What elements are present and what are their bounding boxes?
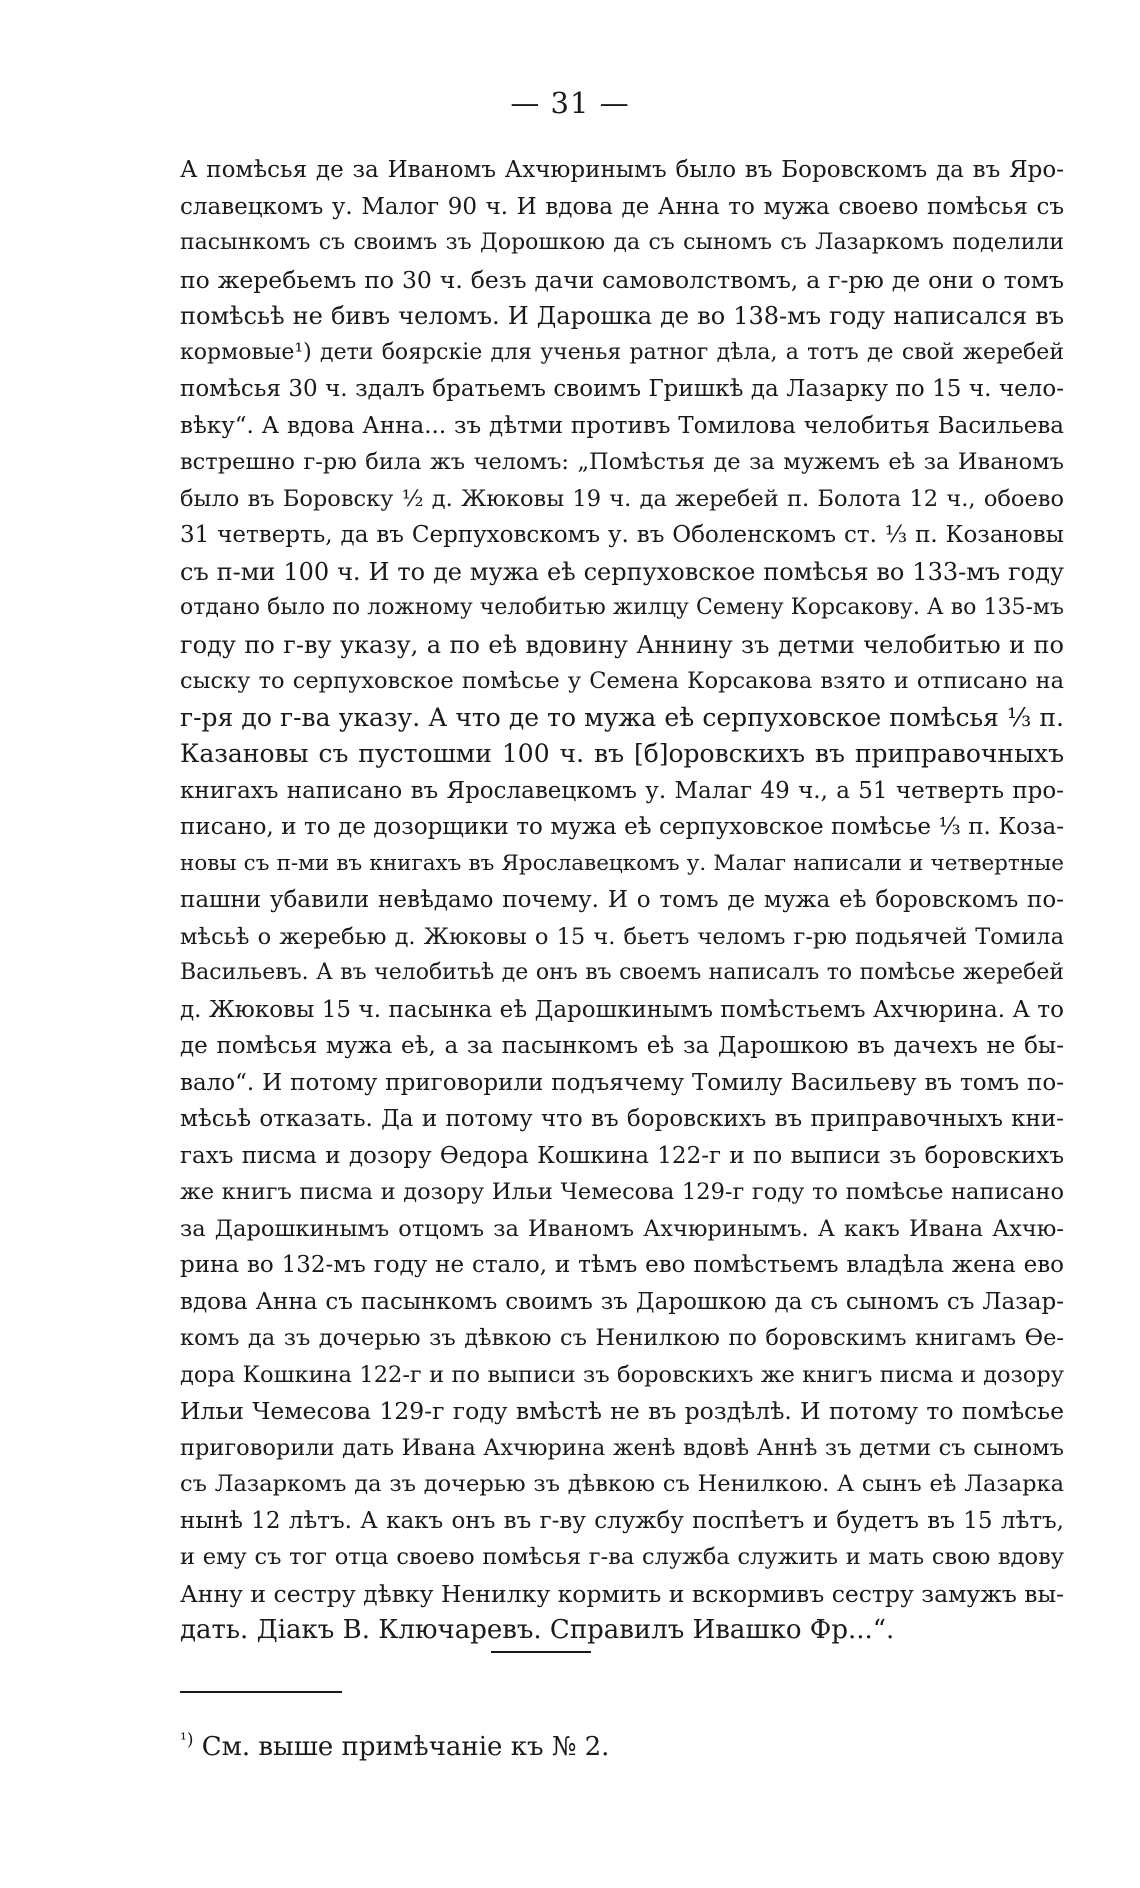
text-line: де помѣсья мужа еѣ, а за пасынкомъ еѣ за Дарошкою въ дачехъ не бы- xyxy=(180,1033,1064,1059)
text-line: встрешно г-рю била жъ челомъ: „Помѣстья де за мужемъ еѣ за Иваномъ xyxy=(180,449,1064,475)
text-line: Васильевъ. А въ челобитьѣ де онъ въ своемъ написалъ то помѣсье жеребей xyxy=(180,960,1064,985)
text-line: помѣсья 30 ч. здалъ братьемъ своимъ Гришкѣ да Лазарку по 15 ч. чело- xyxy=(180,376,1064,402)
text-line: за Дарошкинымъ отцомъ за Иваномъ Ахчюринымъ. А какъ Ивана Ахчю- xyxy=(180,1215,1064,1242)
text-line: и ему съ тог отца своево помѣсья г-ва служба служить и мать свою вдову xyxy=(180,1544,1064,1570)
text-line: Казановы съ пустошми 100 ч. въ [б]оровскихъ въ приправочныхъ xyxy=(180,739,1064,768)
text-line: славецкомъ у. Малог 90 ч. И вдова де Анна то мужа своево помѣсья съ xyxy=(180,193,1064,220)
text-line: приговорили дать Ивана Ахчюрина женѣ вдовѣ Аннѣ зъ детми съ сыномъ xyxy=(180,1434,1064,1461)
text-line: гахъ писма и дозору Ѳедора Кошкина 122-г и по выписи зъ боровскихъ xyxy=(180,1142,1064,1169)
page-number: — 31 — xyxy=(510,86,630,120)
body-text xyxy=(180,152,1064,1649)
text-line: помѣсьѣ не бивъ челомъ. И Дарошка де во 138-мъ году написался въ xyxy=(180,302,1064,330)
text-line: нынѣ 12 лѣтъ. А какъ онъ въ г-ву службу поспѣетъ и будетъ въ 15 лѣтъ, xyxy=(180,1507,1064,1534)
text-line: кормовые¹) дети боярскіе для ученья ратног дѣла, а тотъ де свой жеребей xyxy=(180,339,1064,365)
text-line: вѣку“. А вдова Анна... зъ дѣтми противъ Томилова челобитья Васильева xyxy=(180,412,1064,439)
text-line: же книгъ писма и дозору Ильи Чемесова 129-г году то помѣсье написано xyxy=(180,1179,1064,1205)
text-line: по жеребьемъ по 30 ч. безъ дачи самоволствомъ, а г-рю де они о томъ xyxy=(180,265,1064,294)
footnote-text: См. выше примѣчаніе къ № 2. xyxy=(201,1732,610,1762)
text-line: году по г-ву указу, а по еѣ вдовину Аннину зъ детми челобитью и по xyxy=(180,630,1064,659)
text-line: съ п-ми 100 ч. И то де мужа еѣ серпуховское помѣсья во 133-мъ году xyxy=(180,557,1064,586)
text-line: съ Лазаркомъ да зъ дочерью зъ дѣвкою съ Ненилкою. А сынъ еѣ Лазарка xyxy=(180,1471,1064,1497)
text-line: А помѣсья де за Иваномъ Ахчюринымъ было въ Боровскомъ да въ Яро- xyxy=(180,157,1064,183)
text-line: дора Кошкина 122-г и по выписи зъ боровскихъ же книгъ писма и дозору xyxy=(180,1361,1064,1388)
text-line: Ильи Чемесова 129-г году вмѣстѣ не въ роздѣлѣ. И потому то помѣсье xyxy=(180,1397,1064,1425)
text-line: г-ря до г-ва указу. А что де то мужа еѣ серпуховское помѣсья ⅓ п. xyxy=(180,702,1064,732)
section-divider xyxy=(491,1651,591,1653)
text-line: книгахъ написано въ Ярославецкомъ у. Малаг 49 ч., а 51 четверть про- xyxy=(180,777,1064,804)
footnote-divider xyxy=(180,1691,342,1693)
text-line: сыску то серпуховское помѣсье у Семена Корсакова взято и отписано на xyxy=(180,668,1064,694)
text-line: Анну и сестру дѣвку Ненилку кормить и вскормивъ сестру замужъ вы- xyxy=(180,1579,1064,1608)
text-line: было въ Боровску ½ д. Жюковы 19 ч. да жеребей п. Болота 12 ч., обоево xyxy=(180,485,1064,512)
text-line: рина во 132-мъ году не стало, и тѣмъ ево помѣстьемъ владѣла жена ево xyxy=(180,1252,1064,1278)
text-line: новы съ п-ми въ книгахъ въ Ярославецкомъ у. Малаг написали и четвертные xyxy=(180,850,1064,876)
text-line: вдова Анна съ пасынкомъ своимъ зъ Дарошкою да съ сыномъ съ Лазар- xyxy=(180,1288,1064,1315)
text-line: мѣсьѣ отказать. Да и потому что въ боровскихъ въ приправочныхъ кни- xyxy=(180,1106,1064,1132)
text-line: 31 четверть, да въ Серпуховскомъ у. въ Оболенскомъ ст. ⅓ п. Козановы xyxy=(180,522,1064,548)
text-line: д. Жюковы 15 ч. пасынка еѣ Дарошкинымъ помѣстьемъ Ахчюрина. А то xyxy=(180,996,1064,1023)
text-line: комъ да зъ дочерью зъ дѣвкою съ Ненилкою по боровскимъ книгамъ Ѳе- xyxy=(180,1325,1064,1351)
text-line: пашни убавили невѣдамо почему. И о томъ де мужа еѣ боровскомъ по- xyxy=(180,887,1064,913)
text-line: писано, и то де дозорщики то мужа еѣ серпуховское помѣсье ⅓ п. Коза- xyxy=(180,814,1064,840)
text-line: дать. Діакъ В. Ключаревъ. Справилъ Ивашко Фр...“. xyxy=(180,1615,895,1645)
text-line: пасынкомъ съ своимъ зъ Дорошкою да съ сыномъ съ Лазаркомъ поделили xyxy=(180,230,1064,255)
text-line: вало“. И потому приговорили подъячему Томилу Васильеву въ томъ по- xyxy=(180,1069,1064,1096)
text-line: отдано было по ложному челобитью жилцу Семену Корсакову. А во 135-мъ xyxy=(180,595,1064,620)
text-line: мѣсьѣ о жеребью д. Жюковы о 15 ч. бьетъ челомъ г-рю подьячей Томила xyxy=(180,923,1064,950)
footnote xyxy=(180,1720,880,1767)
footnote-marker: ¹) xyxy=(180,1730,194,1750)
